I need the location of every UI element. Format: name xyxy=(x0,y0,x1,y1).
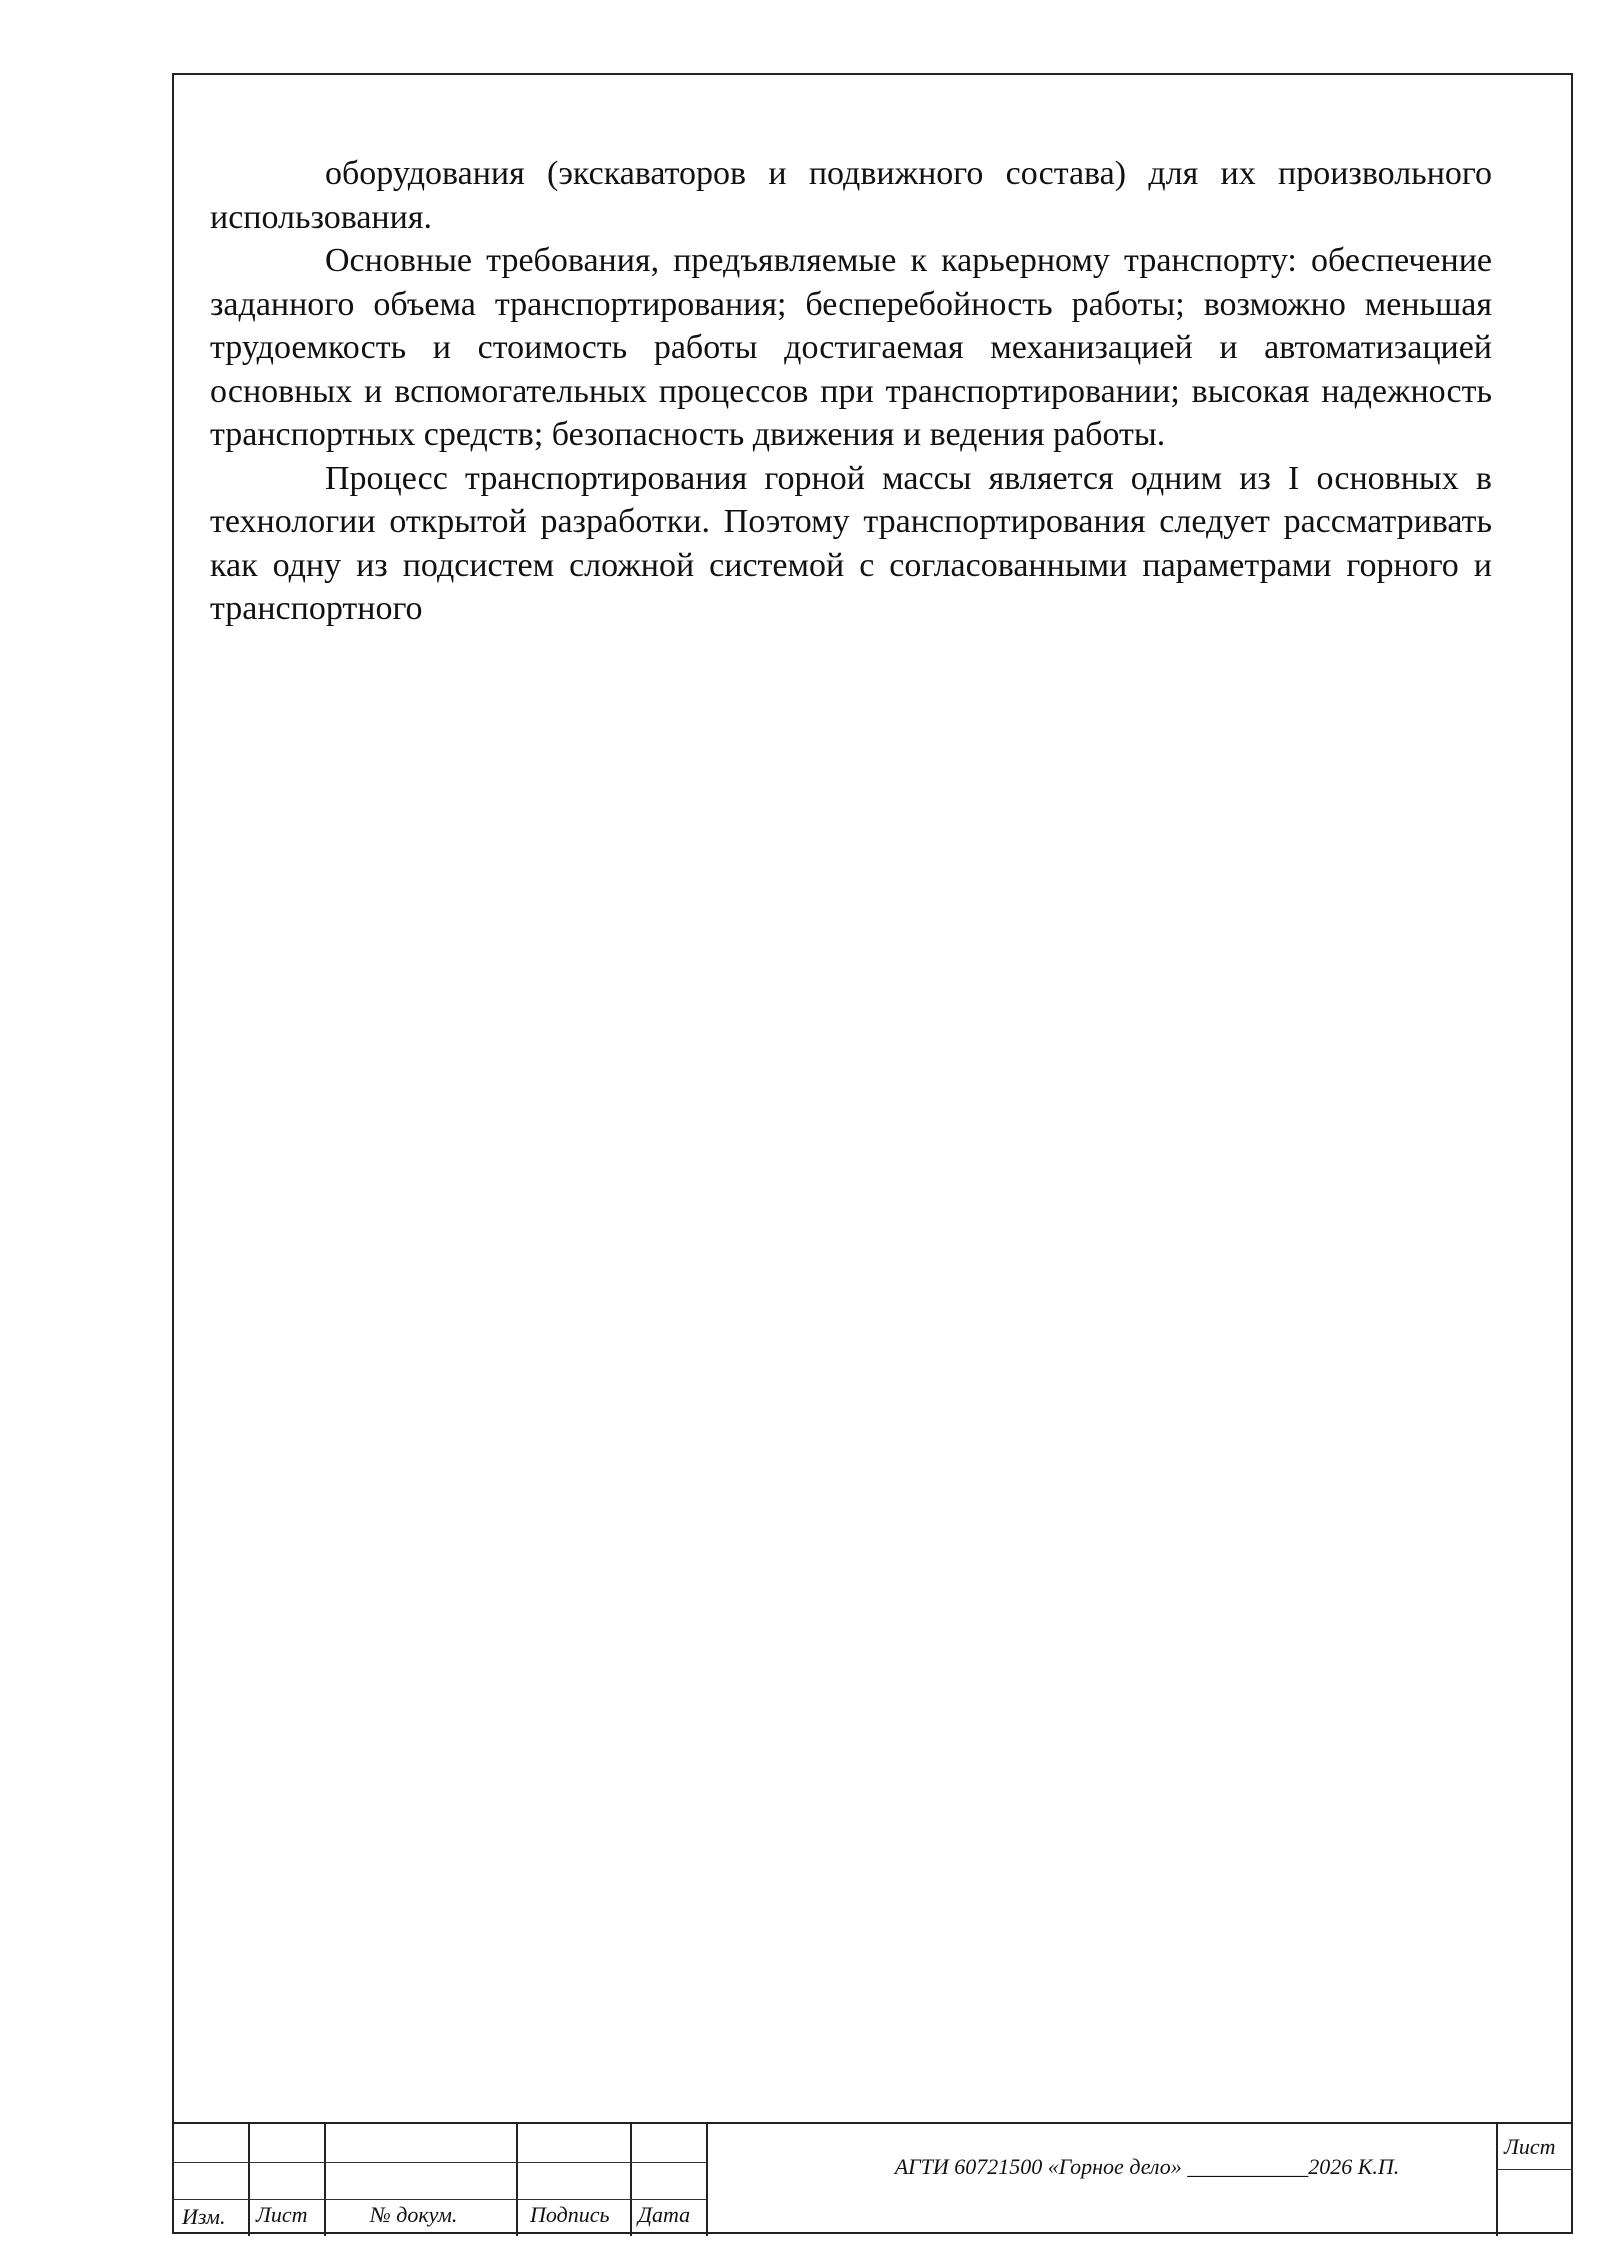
stamp-divider xyxy=(630,2124,632,2236)
paragraph-3: Процесс транспортирования горной массы является одним из I основных в технологии открытой разработки. Поэтому транспортирования следует рассматривать как одну из подсистем сложной системой с согласованными параметрами горного и транспортного xyxy=(210,459,1492,627)
stamp-sheet-label: Лист xyxy=(1504,2134,1556,2159)
stamp-row-line xyxy=(172,2199,706,2200)
stamp-divider xyxy=(706,2124,708,2236)
paragraph-1: оборудования (экскаваторов и подвижного состава) для их произвольного использования. xyxy=(210,155,1492,236)
stamp-divider xyxy=(324,2124,326,2236)
stamp-list-label: Лист xyxy=(256,2202,308,2227)
stamp-divider xyxy=(248,2124,250,2236)
stamp-data-label: Дата xyxy=(638,2202,691,2227)
stamp-podpis-label: Подпись xyxy=(530,2202,610,2227)
stamp-divider xyxy=(516,2124,518,2236)
stamp-row-line xyxy=(172,2162,706,2163)
document-body xyxy=(210,152,1492,631)
stamp-dokum-label: № докум. xyxy=(370,2202,458,2227)
stamp-divider xyxy=(1496,2124,1498,2236)
stamp-document-title: АГТИ 60721500 «Горное дело» ___________2026 К.П. xyxy=(894,2154,1400,2179)
title-block xyxy=(172,2122,1573,2234)
stamp-izm-label: Изм. xyxy=(182,2204,226,2229)
paragraph-2: Основные требования, предъявляемые к карьерному транспорту: обеспечение заданного объема транспортирования; бесперебойность работы; возможно меньшая трудоемкость и стоимость работы достигаемая механизацией и автоматизацией основных и вспомогательных процессов при транспортировании; высокая надежность транспортных средств; безопасность движения и ведения работы. xyxy=(210,242,1492,453)
